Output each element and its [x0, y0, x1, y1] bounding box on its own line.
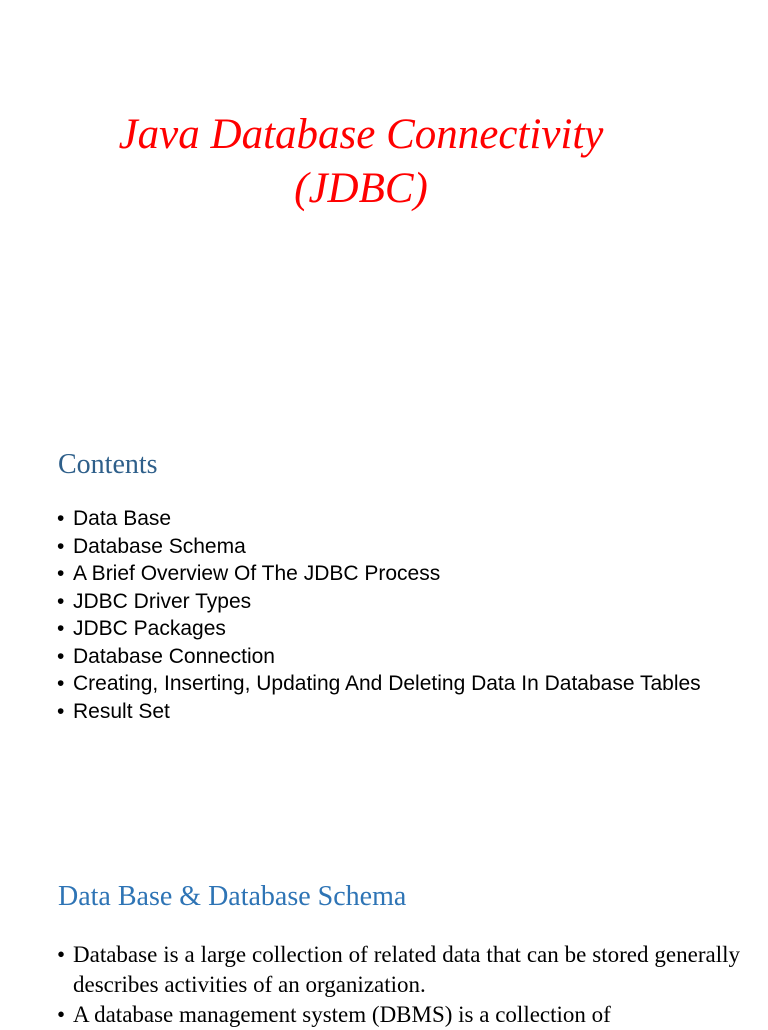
bullet-icon: • [57, 942, 66, 967]
bullet-icon: • [57, 672, 65, 695]
list-item [57, 615, 717, 643]
list-item [57, 670, 717, 698]
bullet-icon: • [57, 562, 65, 585]
bullet-icon: • [57, 644, 65, 668]
list-item-text: Data Base [73, 507, 172, 530]
presentation-title [0, 108, 722, 216]
database-slide [0, 850, 768, 1027]
bullet-icon: • [57, 1002, 66, 1027]
list-item-text: Creating, Inserting, Updating And Deleting Data In Database Tables [73, 672, 701, 695]
list-item-text: Database Connection [73, 644, 275, 668]
list-item-text: Database is a large collection of related data that can be stored generally describes activities of an organization. [73, 942, 740, 997]
title-slide [0, 0, 768, 420]
list-item [57, 940, 740, 1000]
list-item-text: JDBC Packages [73, 617, 226, 640]
list-item-text: Database Schema [73, 534, 246, 558]
list-item [57, 1000, 740, 1030]
bullet-icon: • [57, 699, 65, 723]
list-item [57, 588, 717, 616]
list-item-text: JDBC Driver Types [73, 589, 252, 613]
database-heading: Data Base & Database Schema [58, 881, 407, 912]
list-item-text: Result Set [73, 699, 170, 723]
contents-list [57, 505, 717, 725]
bullet-icon: • [57, 589, 65, 613]
title-line-1: Java Database Connectivity [118, 111, 604, 158]
bullet-icon: • [57, 534, 65, 558]
list-item [57, 698, 717, 726]
bullet-icon: • [57, 617, 65, 640]
list-item [57, 533, 717, 561]
contents-slide [0, 420, 768, 850]
contents-heading: Contents [58, 449, 158, 480]
list-item-text: A database management system (DBMS) is a collection of [73, 1002, 611, 1027]
title-line-2: (JDBC) [294, 165, 428, 212]
list-item-text: A Brief Overview Of The JDBC Process [73, 562, 441, 585]
bullet-icon: • [57, 507, 65, 530]
list-item [57, 560, 717, 588]
list-item [57, 505, 717, 533]
list-item [57, 643, 717, 671]
database-list [57, 940, 740, 1030]
